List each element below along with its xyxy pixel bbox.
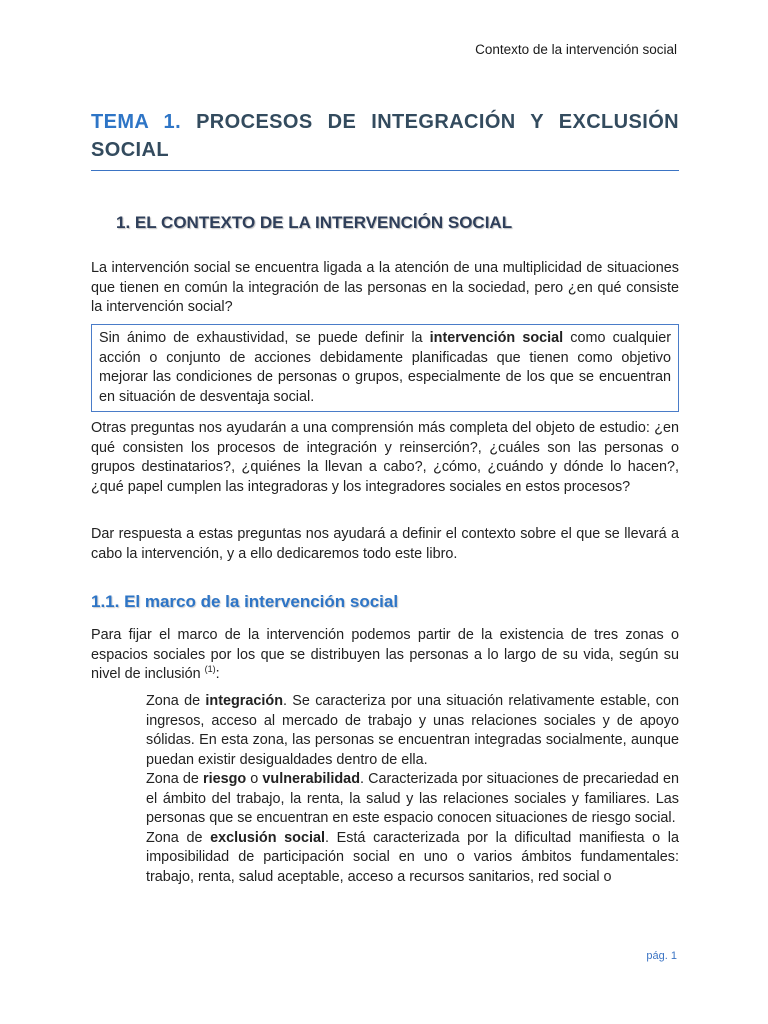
zone-term: riesgo xyxy=(203,771,247,787)
paragraph-answer: Dar respuesta a estas preguntas nos ayudará a definir el contexto sobre el que se llevará a cabo la intervención, y a ello dedicaremos todo este libro. xyxy=(91,526,679,562)
zone-prefix: Zona de xyxy=(146,771,204,787)
zone-description: . Caracterizada por situaciones de precariedad en el ámbito del trabajo, la renta, la salud y las relaciones sociales y familiares. Las personas que se encuentran en este espacio conocen situaciones de riesgo social. xyxy=(146,771,679,826)
zone-description: . Está caracterizada por la dificultad manifiesta o la imposibilidad de participación social en uno o varios ámbitos fundamentales: trabajo, renta, salud aceptable, acceso a recursos sanitarios, red social o xyxy=(146,829,679,885)
zone-description: . Se caracteriza por una situación relativamente estable, con ingresos, acceso al mercado de trabajo y unas relaciones sociales y de apoyo sólidas. En esta zona, las personas se encuentran integradas socialmente, aunque puedan existir desigualdades dentro de ella. xyxy=(146,693,679,768)
footnote-ref: (1) xyxy=(204,664,216,675)
definition-text-before: Sin ánimo de exhaustividad, se puede definir la xyxy=(99,330,430,346)
paragraph-marco-end: : xyxy=(215,666,220,682)
paragraph-marco-text: Para fijar el marco de la intervención podemos partir de la existencia de tres zonas o espacios sociales por los que se distribuyen las personas a lo largo de su vida, según su nivel de inclusión xyxy=(91,627,679,682)
zone-connector: o xyxy=(246,771,263,787)
definition-box xyxy=(91,324,679,412)
chapter-title-text: PROCESOS DE INTEGRACIÓN Y EXCLUSIÓN SOCIAL xyxy=(91,111,679,161)
zone-term: integración xyxy=(205,693,283,709)
list-item xyxy=(146,770,679,829)
list-item xyxy=(146,829,679,888)
zone-prefix: Zona de xyxy=(146,693,206,709)
running-header: Contexto de la intervención social xyxy=(475,42,677,57)
paragraph-intro: La intervención social se encuentra ligada a la atención de una multiplicidad de situaciones que tienen en común la integración de las personas en la sociedad, pero ¿en qué consiste la intervención social? xyxy=(91,260,679,315)
zone-term: exclusión social xyxy=(210,829,325,846)
section-heading-1: 1. EL CONTEXTO DE LA INTERVENCIÓN SOCIAL xyxy=(116,213,513,232)
zone-term-2: vulnerabilidad xyxy=(262,771,360,787)
paragraph-questions: Otras preguntas nos ayudarán a una comprensión más completa del objeto de estudio: ¿en qué consisten los procesos de integración y reinserción?, ¿cuáles son las personas o grupos destinatarios?, ¿quiénes la llevan a cabo?, ¿cómo, ¿cuándo y dónde lo hacen?, ¿qué papel cumplen las integradoras y los integradores sociales en estos procesos? xyxy=(91,420,679,495)
page-number: pág. 1 xyxy=(646,950,677,962)
definition-text-after: como cualquier acción o conjunto de acciones debidamente planificadas que tienen como objetivo mejorar las condiciones de personas o grupos, especialmente de los que se encuentran en situación de desventaja social. xyxy=(99,330,672,405)
chapter-number: TEMA 1. xyxy=(91,111,182,133)
zones-list xyxy=(146,692,679,887)
paragraph-marco xyxy=(91,626,679,685)
section-heading-1-1: 1.1. El marco de la intervención social xyxy=(91,592,399,611)
chapter-title xyxy=(91,108,679,171)
definition-term: intervención social xyxy=(429,330,564,346)
list-item xyxy=(146,692,679,770)
zone-prefix: Zona de xyxy=(146,829,211,846)
